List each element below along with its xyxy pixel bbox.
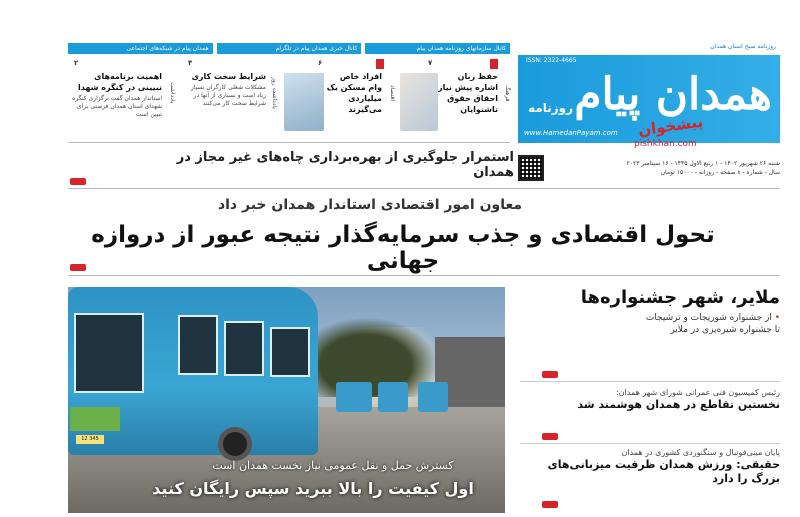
right-item-intersection[interactable] <box>520 387 780 412</box>
teaser-body: استاندار همدان گفت برگزاری کنگره شهدای استان همدان فرصتی برای تبیین است <box>72 95 162 118</box>
teaser-section-label: اقتصاد <box>389 84 396 102</box>
date-text: شنبه ۲۶ شهریور ۱۴۰۲ - ۱ ربیع الاول ۱۴۴۵ - ۱۶ سپتامبر ۲۰۲۳ <box>626 160 780 167</box>
divider <box>520 443 780 444</box>
distant-bus <box>418 382 448 412</box>
bus-ad-panel <box>70 407 120 431</box>
bus-wheel <box>218 427 252 461</box>
distant-bus <box>378 382 408 412</box>
bullet-line <box>520 312 780 324</box>
teaser-section-label: فرهنگ <box>504 84 511 102</box>
distant-bus <box>336 382 372 412</box>
second-headline[interactable]: استمرار جلوگیری از بهره‌برداری چاه‌های غیر مجاز در همدان <box>176 150 514 180</box>
bus-window <box>270 327 310 377</box>
teaser-body: مشکلات شغلی کارگران بسیار زیاد است و بسیاری از آنها در شرایط سخت کار می‌کنند <box>190 84 266 107</box>
teaser-title: حفظ زبان اشاره پیش نیاز احقاق حقوق ناشنوایان <box>438 72 498 114</box>
red-marker-icon <box>490 59 498 69</box>
teaser-row <box>68 43 510 139</box>
newspaper-logo: همدان پیام <box>574 69 772 120</box>
masthead-band <box>518 55 780 149</box>
social-tab[interactable]: همدان پیام در شبکه‌های اجتماعی <box>68 43 213 54</box>
page-tag-icon <box>70 264 86 271</box>
bullet-icon: • <box>771 313 780 323</box>
teaser-title: افراد خاص وام مسکن یک میلیاردی می‌گیرند <box>326 72 382 114</box>
social-tab[interactable]: کانال سازمانهای روزنامه همدان پیام <box>365 43 510 54</box>
masthead-tagline: روزنامه صبح استان همدان <box>710 43 776 50</box>
right-item-sports[interactable] <box>520 447 780 486</box>
social-tab[interactable]: کانال خبری همدان پیام در تلگرام <box>217 43 362 54</box>
lead-photo[interactable] <box>68 287 505 513</box>
page-tag-icon <box>542 433 558 440</box>
sign-language-thumbnail <box>400 73 438 131</box>
masthead <box>518 43 780 185</box>
teaser-title: اهمیت برنامه‌های تبیینی در کنگره شهدا <box>77 72 162 92</box>
teaser-economy[interactable] <box>324 71 382 137</box>
divider <box>68 188 780 189</box>
right-column <box>520 287 780 513</box>
teaser-page-number: ۴ <box>188 59 193 67</box>
issue-text: سال - شماره - ۸ صفحه - روزانه - ۱۵۰۰۰ تومان <box>660 169 780 176</box>
website-url: www.HamedanPayam.com <box>524 129 618 137</box>
right-headline[interactable]: ملایر، شهر جشنواره‌ها <box>580 287 780 308</box>
page-tag-icon <box>542 501 558 508</box>
qr-code-icon <box>518 155 544 181</box>
main-kicker: معاون امور اقتصادی استاندار همدان خبر داد <box>217 197 523 213</box>
page-tag-icon <box>542 371 558 378</box>
city-bus <box>68 287 318 455</box>
newspaper-subtitle: روزنامه <box>528 101 573 115</box>
pishkhan-stamp: پیشخوان <box>637 112 705 140</box>
teaser-page-number: ۶ <box>318 59 323 67</box>
teaser-title: شرایط سخت کاری <box>191 72 266 81</box>
license-plate: 12 345 <box>76 435 104 444</box>
item-kicker: پایان مینی‌فوتبال و سنگنوردی کشوری در همدان <box>621 448 780 457</box>
bus-window <box>178 315 218 375</box>
masthead-meta <box>518 153 780 183</box>
bus-window <box>224 321 264 376</box>
issn: ISSN: 2322-4665 <box>526 57 577 64</box>
page-tag-icon <box>70 178 86 185</box>
teaser-section-label: یادداشت <box>169 82 176 104</box>
masthead-topline <box>518 43 780 55</box>
bullet-text: از جشنواره شوریجات و ترشیجات <box>645 313 772 323</box>
teaser-note[interactable] <box>70 71 162 137</box>
divider <box>68 275 780 276</box>
divider <box>68 142 510 143</box>
right-bullets <box>520 312 780 336</box>
pishkhan-stamp-url: pishkhan.com <box>634 139 697 149</box>
bullet-line: تا جشنواره شیره‌پزی در ملایر <box>670 325 780 335</box>
photo-caption-large: اول کیفیت را بالا ببرید سپس رایگان کنید <box>152 479 474 498</box>
main-headline[interactable]: تحول اقتصادی و جذب سرمایه‌گذار نتیجه عبور از دروازه جهانی <box>91 222 715 274</box>
divider <box>520 381 780 382</box>
teaser-section-label: یادداشت روز <box>271 76 278 110</box>
teaser-page-number: ۷ <box>428 59 433 67</box>
teaser-page-number: ۲ <box>74 59 79 67</box>
teaser-editorial[interactable] <box>180 71 266 137</box>
red-marker-icon <box>376 59 384 69</box>
photo-caption-small: کسترش حمل و نقل عمومی نیاز نخست همدان است <box>212 459 454 472</box>
social-tabs <box>68 43 510 54</box>
date-line <box>580 159 780 177</box>
bus-windshield <box>74 313 144 393</box>
item-title: نخستین تقاطع در همدان هوشمند شد <box>577 398 780 411</box>
item-title: حقیقی: ورزش همدان ظرفیت میزبانی‌های بزرگ را دارد <box>547 458 780 485</box>
item-kicker: رئیس کمیسیون فنی عمرانی شورای شهر همدان: <box>615 388 780 397</box>
teaser-culture[interactable] <box>438 71 498 137</box>
housing-thumbnail <box>284 73 324 131</box>
